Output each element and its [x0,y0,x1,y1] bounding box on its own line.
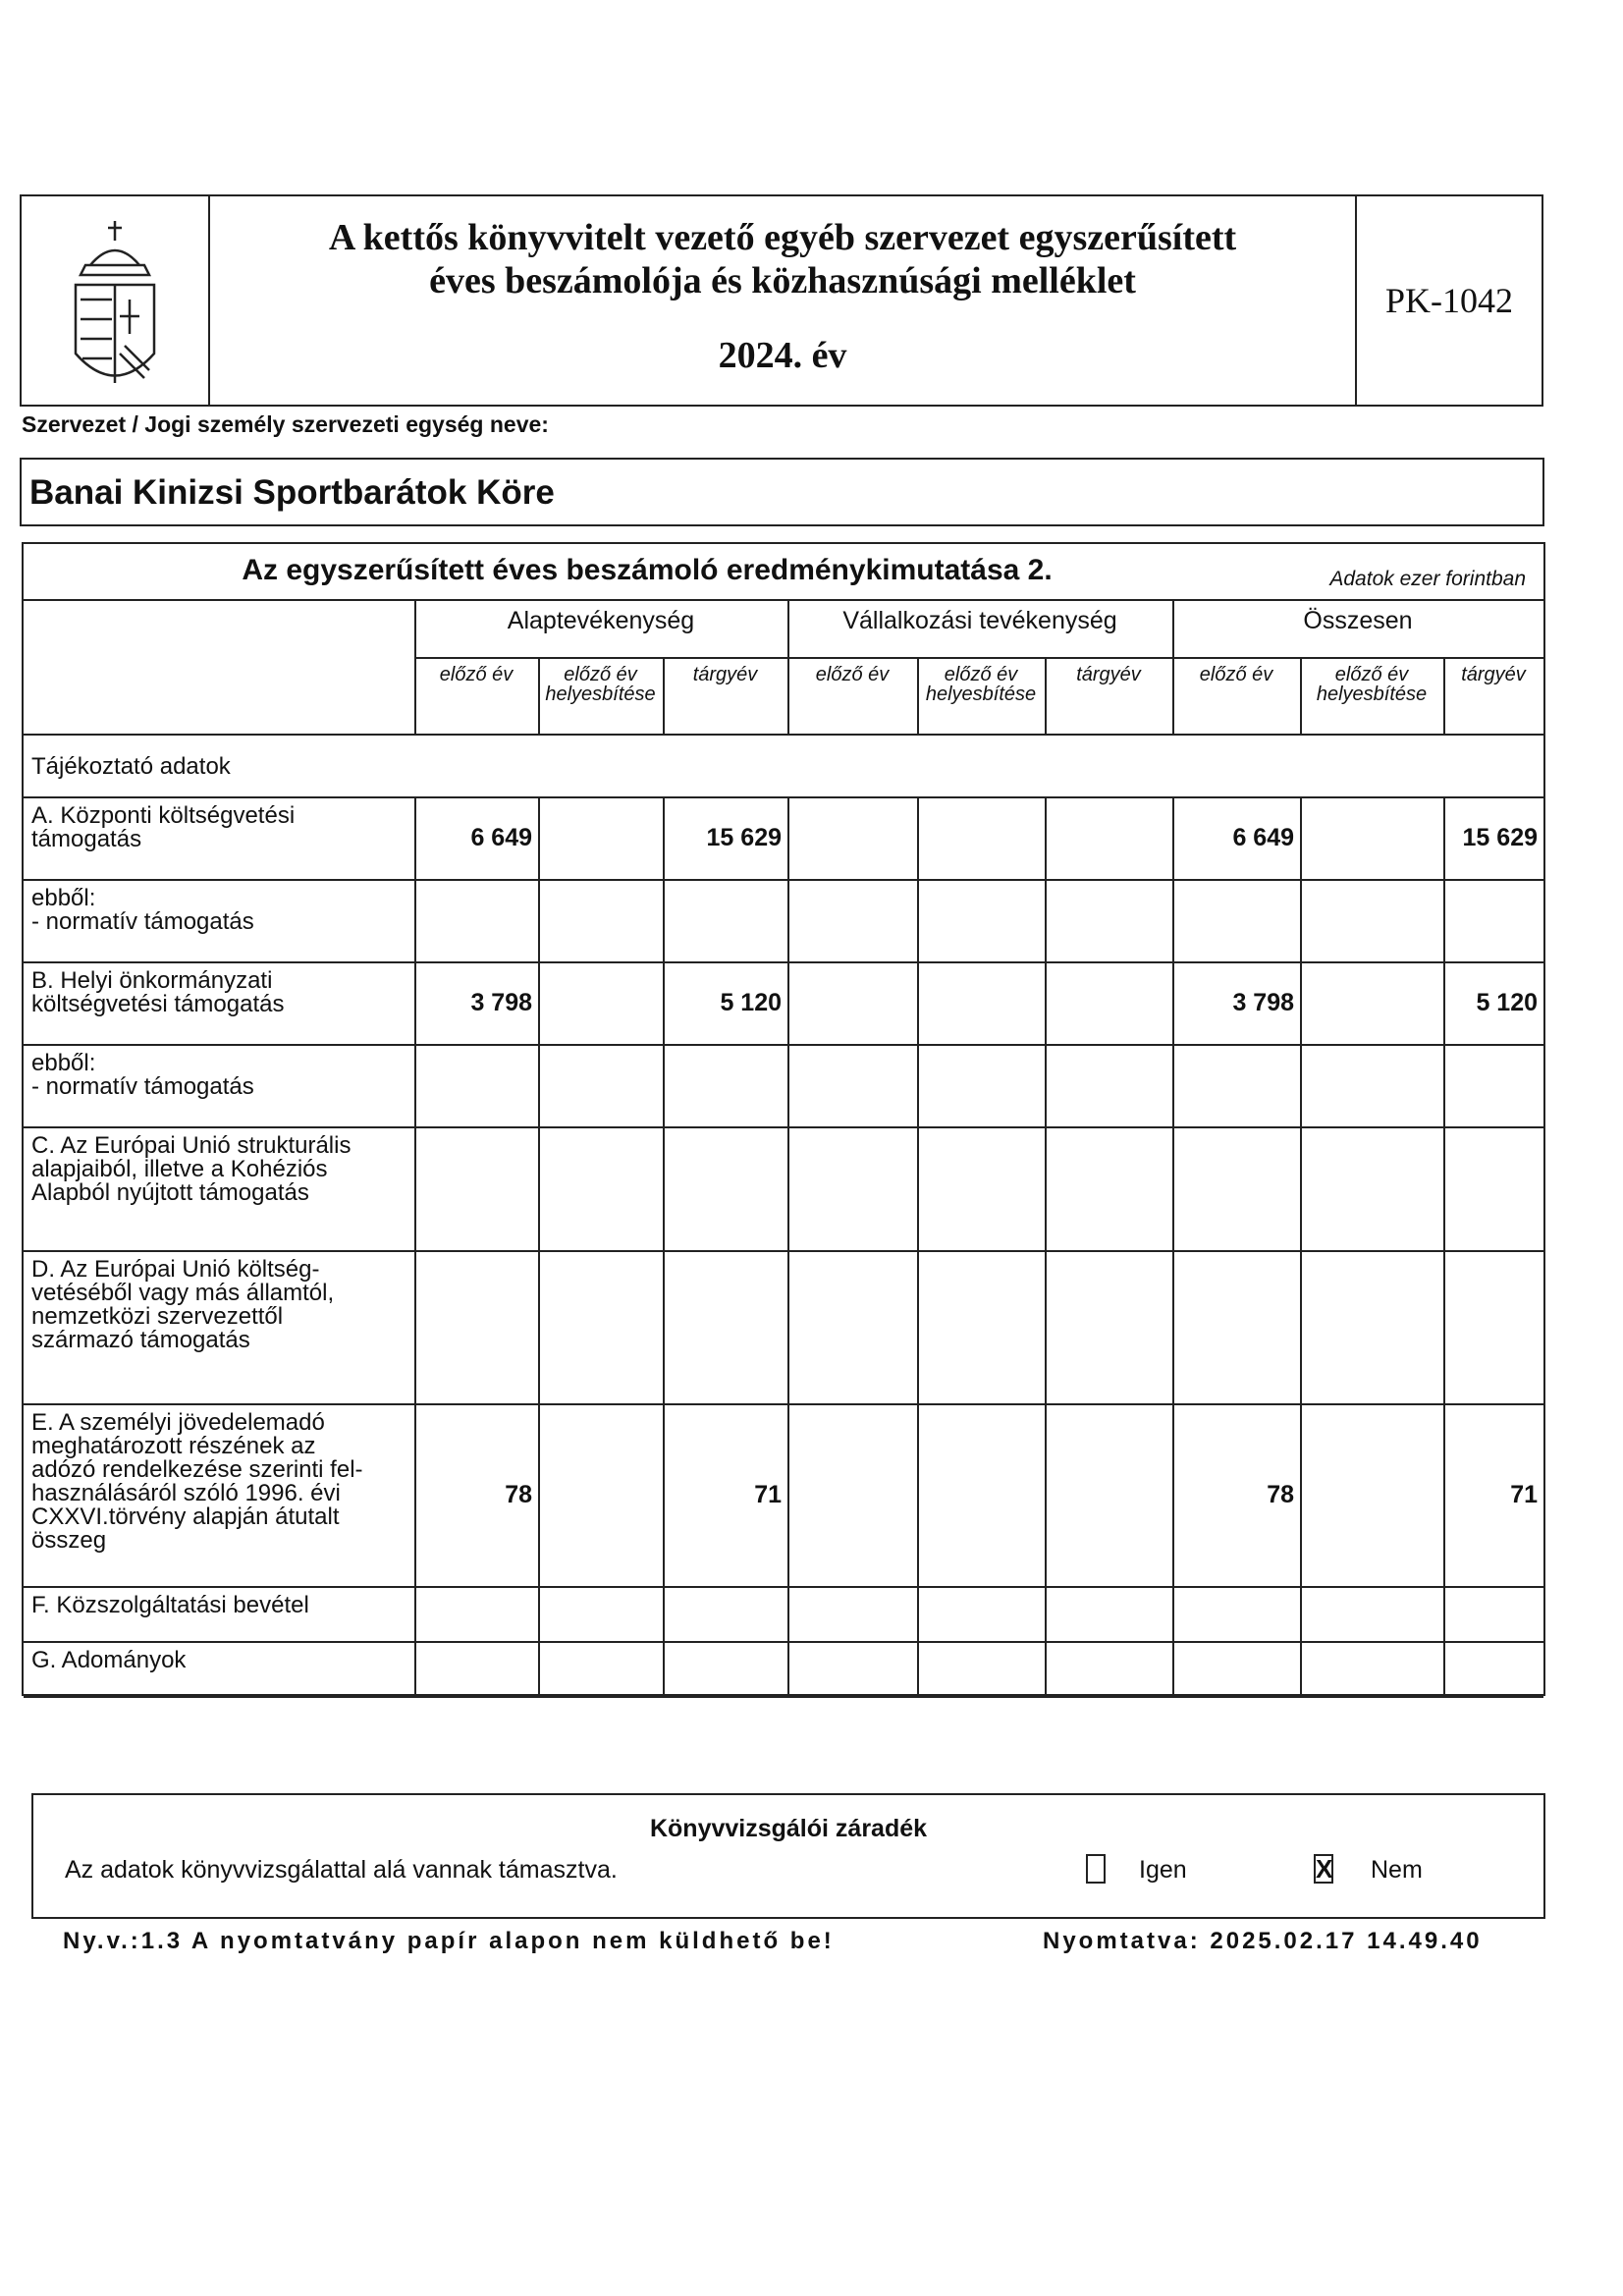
header-column-line [414,599,416,734]
group-header: Alaptevékenység [507,607,695,634]
row-label [31,1411,410,1553]
row-label-line: vetéséből vagy más államtól, [31,1280,335,1306]
row-line [24,1403,1543,1405]
table-cell-value: 71 [1510,1481,1538,1508]
audit-text: Az adatok könyvvizsgálattal alá vannak támasztva. [65,1856,618,1884]
cell-column-line [538,879,540,961]
row-label-line: összeg [31,1527,107,1554]
cell-column-line [414,1586,416,1641]
cell-column-line [1443,796,1445,879]
row-label-line: E. A személyi jövedelemadó [31,1409,325,1436]
cell-column-line [1045,1126,1047,1250]
sub-header-line: helyesbítése [925,683,1037,705]
cell-column-line [787,1641,789,1696]
income-statement-table [22,542,1545,1696]
cell-column-line [787,1250,789,1403]
table-cell-value: 15 629 [1462,824,1538,851]
sub-header [1172,665,1300,684]
cell-column-line [1045,1250,1047,1403]
table-cell-value: 71 [754,1481,782,1508]
row-label-line: meghatározott részének az [31,1433,316,1459]
row-label-line: - normatív támogatás [31,908,254,935]
header-column-line [917,657,919,734]
form-code: PK-1042 [1355,196,1542,405]
row-line [24,1696,1543,1698]
cell-column-line [1172,1126,1174,1250]
cell-column-line [1300,1586,1302,1641]
cell-column-line [917,1641,919,1696]
cell-column-line [787,796,789,879]
cell-column-line [1172,796,1174,879]
sub-header-line: előző év [815,664,890,685]
cell-column-line [917,796,919,879]
organization-name: Banai Kinizsi Sportbarátok Köre [29,473,555,512]
cell-column-line [538,1586,540,1641]
yes-label: Igen [1139,1856,1187,1884]
cell-column-line [1443,1403,1445,1586]
table-cell-value: 6 649 [1232,824,1294,851]
group-underline [414,657,787,659]
cell-column-line [663,961,665,1044]
cell-column-line [1300,961,1302,1044]
cell-column-line [787,1126,789,1250]
header-column-line [1443,657,1445,734]
row-label-line: C. Az Európai Unió strukturális [31,1132,352,1159]
table-cell-value: 15 629 [706,824,782,851]
row-label [31,1594,410,1617]
cell-column-line [538,796,540,879]
table-cell-value: 78 [1267,1481,1294,1508]
table-title: Az egyszerűsített éves beszámoló eredménykimutatása 2. [242,554,1053,586]
print-timestamp: Nyomtatva: 2025.02.17 14.49.40 [1043,1928,1483,1954]
cell-column-line [1045,1403,1047,1586]
cell-column-line [1172,961,1174,1044]
sub-header-line: előző év [944,664,1018,685]
sub-header [663,665,787,684]
row-label-line: Alapból nyújtott támogatás [31,1179,309,1206]
cell-column-line [663,1403,665,1586]
cell-column-line [663,1250,665,1403]
row-line [24,879,1543,881]
row-label-line: D. Az Európai Unió költség- [31,1256,320,1283]
row-label-line: származó támogatás [31,1327,250,1353]
report-year: 2024. év [718,335,847,376]
audit-clause-box [31,1793,1545,1919]
row-label [31,804,410,851]
cell-column-line [663,1641,665,1696]
row-label-line: B. Helyi önkormányzati [31,967,273,994]
cell-column-line [414,1403,416,1586]
cell-column-line [1300,1641,1302,1696]
cell-column-line [538,961,540,1044]
row-label-line: használásáról szóló 1996. évi [31,1480,341,1506]
header-column-line [1300,657,1302,734]
cell-column-line [414,1044,416,1126]
cell-column-line [1443,1126,1445,1250]
footer-note: Ny.v.:1.3 A nyomtatvány papír alapon nem küldhető be! [63,1928,835,1954]
cell-column-line [1300,796,1302,879]
table-cell-value: 5 120 [1476,989,1538,1016]
row-line [24,1044,1543,1046]
cell-column-line [1172,1403,1174,1586]
cell-column-line [414,1641,416,1696]
row-line [24,1250,1543,1252]
cell-column-line [1045,961,1047,1044]
group-underline [787,657,1172,659]
coat-of-arms-icon [22,196,208,405]
group-header: Vállalkozási tevékenység [842,607,1117,634]
sub-header-line: helyesbítése [1316,683,1428,705]
cell-column-line [1443,879,1445,961]
cell-column-line [1443,1586,1445,1641]
cell-column-line [1045,796,1047,879]
cell-column-line [917,1250,919,1403]
table-cell-value: 78 [505,1481,532,1508]
cell-column-line [917,961,919,1044]
row-label-line: G. Adományok [31,1647,187,1673]
header-column-line [1172,599,1174,734]
row-label [31,1134,410,1205]
cell-column-line [1172,879,1174,961]
cell-column-line [1300,1403,1302,1586]
row-label-line: ebből: [31,1050,96,1076]
cell-column-line [1045,879,1047,961]
row-line [24,1126,1543,1128]
sub-header [787,665,917,684]
cell-column-line [1172,1586,1174,1641]
cell-column-line [663,879,665,961]
section-label: Tájékoztató adatok [31,753,231,780]
cell-column-line [538,1641,540,1696]
no-label: Nem [1371,1856,1423,1884]
header-column-line [663,657,665,734]
table-cell-value: 3 798 [470,989,532,1016]
table-cell-value: 6 649 [470,824,532,851]
row-label-line: ebből: [31,885,96,911]
row-label-line: CXXVI.törvény alapján átutalt [31,1503,340,1530]
row-label [31,1052,410,1099]
cell-column-line [1172,1641,1174,1696]
cell-column-line [1300,879,1302,961]
row-label [31,1258,410,1352]
row-label-line: - normatív támogatás [31,1073,254,1100]
cell-column-line [1443,1250,1445,1403]
form-header [20,194,1543,407]
row-label-line: nemzetközi szervezettől [31,1303,284,1330]
row-label-line: A. Központi költségvetési [31,802,296,829]
header-column-line [538,657,540,734]
unit-note: Adatok ezer forintban [1329,568,1526,590]
sub-header-line: előző év [439,664,514,685]
cell-column-line [787,1586,789,1641]
form-title-line-1: A kettős könyvvitelt vezető egyéb szervezet egyszerűsített [328,217,1237,258]
sub-header-line: előző év [564,664,637,685]
cell-column-line [1300,1044,1302,1126]
cell-column-line [917,1586,919,1641]
cell-column-line [538,1044,540,1126]
cell-column-line [1300,1250,1302,1403]
cell-column-line [1045,1044,1047,1126]
row-line [24,1586,1543,1588]
cell-column-line [538,1403,540,1586]
organization-label: Szervezet / Jogi személy szervezeti egység neve: [22,411,549,437]
cell-column-line [917,1126,919,1250]
cell-column-line [414,1250,416,1403]
organization-box [20,458,1544,526]
cell-column-line [787,961,789,1044]
group-underline [1172,657,1543,659]
sub-header [917,665,1045,704]
row-label-line: adózó rendelkezése szerinti fel- [31,1456,363,1483]
cell-column-line [663,1126,665,1250]
row-label [31,969,410,1016]
sub-header [414,665,538,684]
cell-column-line [1443,1044,1445,1126]
cell-column-line [414,961,416,1044]
form-title [210,216,1355,302]
sub-header [1443,665,1543,684]
cell-column-line [1045,1641,1047,1696]
row-label-line: alapjaiból, illetve a Kohéziós [31,1156,328,1182]
group-header: Összesen [1303,607,1413,634]
form-title-line-2: éves beszámolója és közhasznúsági melléklet [429,260,1136,301]
sub-header [1300,665,1443,704]
header-line-top [24,599,1543,601]
sub-header-line: tárgyév [692,664,758,685]
cell-column-line [1300,1126,1302,1250]
sub-header-line: előző év [1334,664,1409,685]
cell-column-line [663,796,665,879]
cell-column-line [917,879,919,961]
cell-column-line [538,1126,540,1250]
header-line-bottom [24,734,1543,736]
cell-column-line [917,1044,919,1126]
cell-column-line [1172,1250,1174,1403]
cell-column-line [1443,961,1445,1044]
cell-column-line [414,796,416,879]
cell-column-line [787,1044,789,1126]
cell-column-line [917,1403,919,1586]
cell-column-line [414,879,416,961]
row-line [24,796,1543,798]
table-cell-value: 3 798 [1232,989,1294,1016]
row-line [24,961,1543,963]
row-label-line: F. Közszolgáltatási bevétel [31,1592,309,1618]
cell-column-line [1443,1641,1445,1696]
sub-header-line: előző év [1199,664,1273,685]
cell-column-line [663,1586,665,1641]
cell-column-line [787,879,789,961]
header-column-line [1045,657,1047,734]
cell-column-line [1172,1044,1174,1126]
cell-column-line [787,1403,789,1586]
sub-header-line: helyesbítése [545,683,656,705]
sub-header [1045,665,1172,684]
sub-header [538,665,663,704]
no-checkbox[interactable]: X [1316,1854,1333,1884]
row-line [24,1641,1543,1643]
table-cell-value: 5 120 [720,989,782,1016]
row-label-line: költségvetési támogatás [31,991,285,1017]
cell-column-line [538,1250,540,1403]
row-label [31,1649,410,1672]
audit-title: Könyvvizsgálói záradék [649,1815,928,1842]
cell-column-line [1045,1586,1047,1641]
cell-column-line [414,1126,416,1250]
sub-header-line: tárgyév [1461,664,1526,685]
cell-column-line [663,1044,665,1126]
row-label [31,887,410,934]
coat-of-arms-cell [22,196,210,405]
row-label-line: támogatás [31,826,142,852]
sub-header-line: tárgyév [1076,664,1141,685]
yes-checkbox[interactable] [1086,1854,1106,1884]
header-column-line [787,599,789,734]
